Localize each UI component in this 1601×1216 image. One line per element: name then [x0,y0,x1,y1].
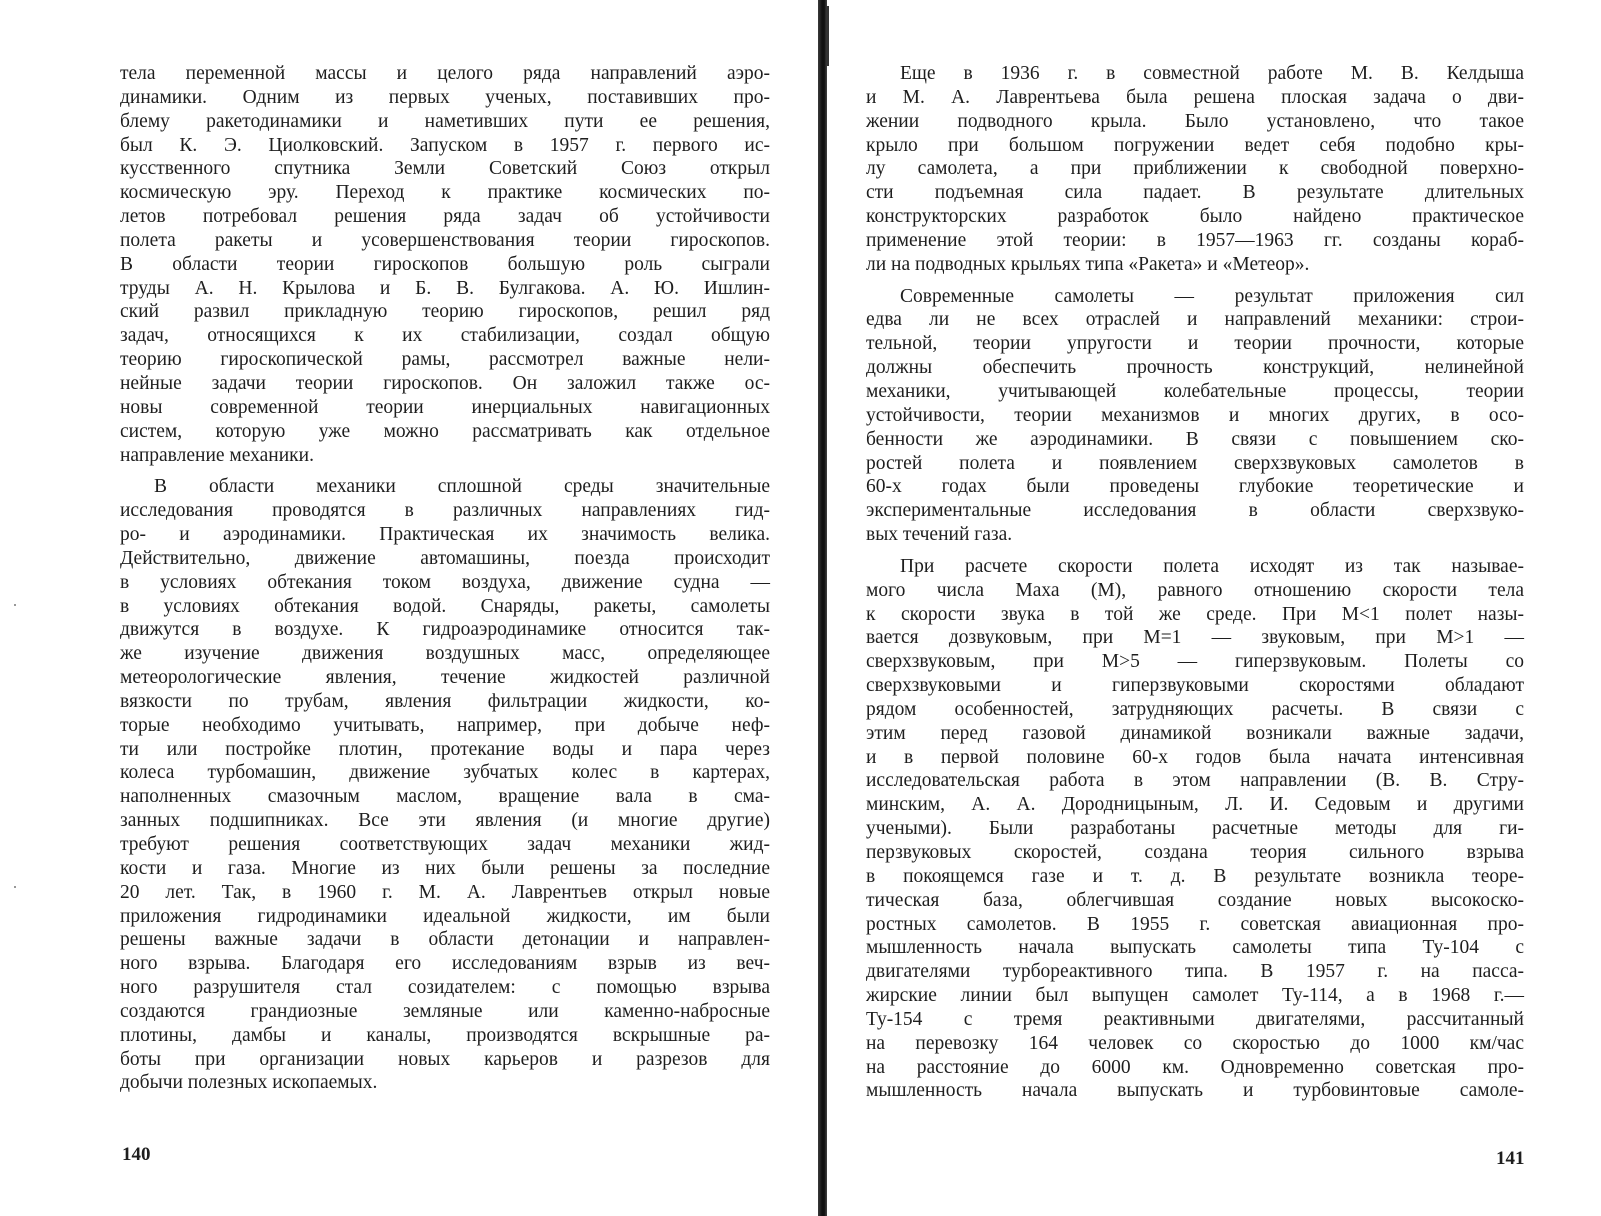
text-line: исследования проводятся в различных направлениях гид- [120,500,770,522]
text-line: же изучение движения воздушных масс, определяющее [120,643,770,665]
text-line: создаются грандиозные земляные или каменно-набросные [120,1000,770,1022]
text-line: решены важные задачи в области детонации и направлен- [120,929,770,951]
text-line: и М. А. Лаврентьева была решена плоская задача о дви- [866,86,1524,108]
text-line: вых течений газа. [866,524,1013,546]
text-line: ский развил прикладную теорию гироскопов, решил ряд [120,301,770,323]
text-line: ного разрушителя стал созидателем: с помощью взрыва [120,977,770,999]
text-line: едва ли не всех отраслей и направлений механики: строи- [866,309,1524,331]
text-line: движутся в воздухе. К гидроаэродинамике относится так- [120,619,770,641]
text-line: добычи полезных ископаемых. [120,1072,378,1094]
text-line: жирские линии был выпущен самолет Ту-114, а в 1968 г.— [866,985,1524,1007]
text-line: мого числа Маха (М), равного отношению скорости тела [866,579,1524,601]
text-line: двигателями турбореактивного типа. В 1957 г. на пасса- [866,961,1524,983]
text-line: ли на подводных крыльях типа «Ракета» и «Метеор». [866,253,1310,275]
text-line: должны обеспечить прочность конструкций, нелинейной [866,357,1524,379]
scan-speck [14,604,16,606]
text-line: в покоящемся газе и т. д. В результате возникла теоре- [866,865,1524,887]
text-line: исследовательская работа в этом направлении (В. В. Стру- [866,770,1524,792]
text-line: Действительно, движение автомашины, поезда происходит [120,547,770,569]
text-line: 20 лет. Так, в 1960 г. М. А. Лаврентьев открыл новые [120,881,770,903]
left-page [120,62,770,1095]
text-line: конструкторских разработок было найдено практическое [866,206,1524,228]
text-line: Ту-154 с тремя реактивными двигателями, рассчитанный [866,1008,1524,1030]
text-line: рядом особенностей, затрудняющих расчеты. В связи с [866,698,1524,720]
text-line: летов потребовал решения ряда задач об устойчивости [120,206,770,228]
text-line: мышленность начала выпускать самолеты типа Ту-104 с [866,937,1524,959]
text-line: полета ракеты и усовершенствования теории гироскопов. [120,229,770,251]
text-line: вязкости по трубам, явления фильтрации жидкости, ко- [120,690,770,712]
text-line: на расстояние до 6000 км. Одновременно советская про- [866,1056,1524,1078]
paragraph-gap [120,467,770,475]
text-line: блему ракетодинамики и наметивших пути ее решения, [120,110,770,132]
text-line: В области механики сплошной среды значительные [154,476,770,498]
text-line: метеорологические явления, течение жидкостей различной [120,667,770,689]
text-line: приложения гидродинамики идеальной жидкости, им были [120,905,770,927]
left-page-text [120,62,770,1095]
text-line: систем, которую уже можно рассматривать как отдельное [120,420,770,442]
text-line: на перевозку 164 человек со скоростью до 1000 км/час [866,1032,1524,1054]
page-number: 140 [122,1144,151,1165]
text-line: Современные самолеты — результат приложения сил [900,285,1524,307]
book-spine [818,0,827,1216]
text-line: учеными). Были разработаны расчетные методы для ги- [866,818,1524,840]
text-line: занных подшипниках. Все эти явления (и многие другие) [120,810,770,832]
text-line: теорию гироскопической рамы, рассмотрел важные нели- [120,349,770,371]
text-line: задач, относящихся к их стабилизации, создал общую [120,325,770,347]
text-line: труды А. Н. Крылова и Б. В. Булгакова. А. Ю. Ишлин- [120,277,770,299]
text-line: был К. Э. Циолковский. Запуском в 1957 г. первого ис- [120,134,770,156]
text-line: вается дозвуковым, при М=1 — звуковым, при М>1 — [866,627,1524,649]
text-line: экспериментальные исследования в области сверхзвуко- [866,500,1524,522]
text-line: крыло при большом погружении ведет себя подобно кры- [866,134,1524,156]
text-line: ти или постройке плотин, протекание воды и пара через [120,738,770,760]
text-line: Еще в 1936 г. в совместной работе М. В. Келдыша [900,63,1524,84]
text-line: в условиях обтекания водой. Снаряды, ракеты, самолеты [120,595,770,617]
text-line: перзвуковых скоростей, создана теория сильного взрыва [866,842,1524,863]
text-line: нейные задачи теории гироскопов. Он заложил также ос- [120,372,770,394]
text-line: в условиях обтекания током воздуха, движение судна — [120,571,770,593]
text-line: требуют решения соответствующих задач механики жид- [120,834,770,855]
text-line: В области теории гироскопов большую роль сыграли [120,253,770,275]
text-line: наполненных смазочным маслом, вращение вала в сма- [120,786,770,808]
text-line: жении подводного крыла. Было установлено, что такое [866,110,1524,132]
text-line: механики, учитывающей колебательные процессы, теории [866,380,1524,402]
text-line: тическая база, облегчившая создание новых высокоско- [866,889,1524,911]
text-line: этим перед газовой динамикой возникали важные задачи, [866,722,1524,744]
text-line: тельной, теории упругости и теории прочности, которые [866,333,1524,355]
text-line: динамики. Одним из первых ученых, поставивших про- [120,86,770,108]
text-line: ро- и аэродинамики. Практическая их значимость велика. [120,524,770,546]
text-line: бенности же аэродинамики. В связи с повышением ско- [866,428,1524,450]
text-line: колеса турбомашин, движение зубчатых колес в картерах, [120,762,770,784]
text-line: минским, А. А. Дородницыным, Л. И. Седовым и другими [866,794,1524,816]
paragraph-gap [866,277,1524,285]
text-line: тела переменной массы и целого ряда направлений аэро- [120,63,770,84]
text-line: направление механики. [120,444,314,466]
text-line: новы современной теории инерциальных навигационных [120,396,770,418]
text-line: применение этой теории: в 1957—1963 гг. созданы кораб- [866,229,1524,251]
text-line: При расчете скорости полета исходят из так называе- [900,555,1524,577]
text-line: 60-х годах были проведены глубокие теоретические и [866,476,1524,498]
page-number: 141 [1496,1148,1525,1169]
right-page [866,62,1524,1103]
text-line: мышленность начала выпускать и турбовинтовые самоле- [866,1080,1524,1102]
text-line: плотины, дамбы и каналы, производятся вскрышные ра- [120,1024,770,1046]
text-line: лу самолета, а при приближении к свободной поверхно- [866,158,1524,180]
text-line: сверхзвуковым, при М>5 — гиперзвуковым. Полеты со [866,651,1524,673]
text-line: торые необходимо учитывать, например, при добыче неф- [120,714,770,736]
text-line: сверхзвуковыми и гиперзвуковыми скоростями обладают [866,675,1524,697]
text-line: и в первой половине 60-х годов была начата интенсивная [866,746,1524,768]
spine-shadow [826,6,829,66]
scan-speck [14,886,16,888]
text-line: боты при организации новых карьеров и разрезов для [120,1048,770,1070]
text-line: устойчивости, теории механизмов и многих других, в осо- [866,404,1524,426]
text-line: ного взрыва. Благодаря его исследованиям взрыв из веч- [120,953,770,975]
text-line: к скорости звука в той же среде. При М<1 полет назы- [866,603,1524,625]
text-line: космическую эру. Переход к практике космических по- [120,182,770,204]
text-line: ростей полета и появлением сверхзвуковых самолетов в [866,452,1524,474]
paragraph-gap [866,547,1524,555]
text-line: кусственного спутника Земли Советский Союз открыл [120,158,770,180]
text-line: ростных самолетов. В 1955 г. советская авиационная про- [866,913,1524,935]
text-line: сти подъемная сила падает. В результате длительных [866,182,1524,204]
text-line: кости и газа. Многие из них были решены за последние [120,857,770,879]
right-page-text [866,62,1524,1103]
